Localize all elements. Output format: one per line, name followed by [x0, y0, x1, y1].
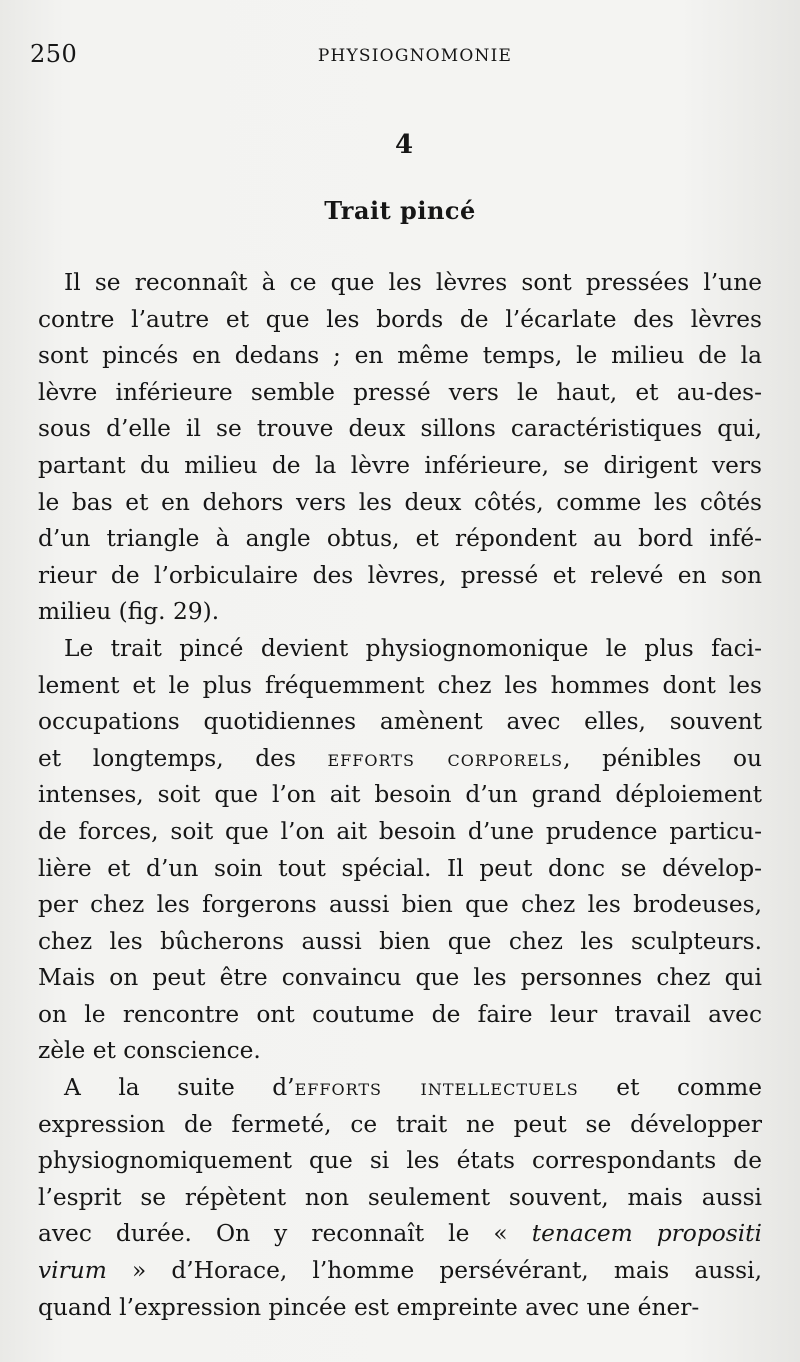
body-text	[38, 265, 762, 1326]
text-line: physiognomiquement que si les états correspondants de	[38, 1147, 762, 1175]
text-line: partant du milieu de la lèvre inférieure, se dirigent vers	[38, 451, 762, 479]
text-line: expression de fermeté, ce trait ne peut se développer	[38, 1110, 762, 1138]
italic-run: virum	[38, 1257, 107, 1285]
text-line: sous d’elle il se trouve deux sillons caractéristiques qui,	[38, 415, 762, 443]
text-line: Mais on peut être convaincu que les personnes chez qui	[38, 964, 762, 992]
text-line: contre l’autre et que les bords de l’écarlate des lèvres	[38, 305, 762, 333]
text-line: milieu (fig. 29).	[38, 598, 220, 626]
paragraph	[38, 265, 762, 631]
text-run: avec durée. On y reconnaît le «	[38, 1220, 532, 1248]
text-run: et longtemps, des	[38, 744, 328, 772]
paragraph	[38, 1070, 762, 1326]
section-title: Trait pincé	[324, 196, 476, 225]
text-run: » d’Horace, l’homme persévérant, mais aussi,	[106, 1257, 762, 1285]
text-line: per chez les forgerons aussi bien que chez les brodeuses,	[38, 891, 762, 919]
text-run: A la suite d’	[64, 1074, 295, 1102]
section-number: 4	[394, 130, 414, 160]
small-caps-run: efforts intellectuels	[294, 1074, 579, 1102]
text-line: zèle et conscience.	[38, 1037, 261, 1065]
text-line	[38, 1070, 762, 1107]
text-line: de forces, soit que l’on ait besoin d’une prudence particu-	[38, 817, 762, 845]
text-run: i	[754, 1220, 762, 1248]
text-run: et comme	[578, 1074, 762, 1102]
text-line	[38, 1216, 762, 1253]
paragraph	[38, 631, 762, 1070]
text-line: occupations quotidiennes amènent avec elles, souvent	[38, 708, 762, 736]
text-line: d’un triangle à angle obtus, et répondent au bord infé-	[38, 525, 762, 553]
text-line: chez les bûcherons aussi bien que chez les sculpteurs.	[38, 927, 762, 955]
text-line: intenses, soit que l’on ait besoin d’un grand déploiement	[38, 781, 762, 809]
page-number: 250	[30, 40, 78, 68]
text-line: on le rencontre ont coutume de faire leur travail avec	[38, 1000, 762, 1028]
text-line: quand l’expression pincée est empreinte avec une éner-	[38, 1293, 700, 1321]
text-run: , pénibles ou	[563, 744, 762, 772]
small-caps-run: efforts corporels	[327, 744, 564, 772]
text-line: lement et le plus fréquemment chez les hommes dont les	[38, 671, 762, 699]
running-head: PHYSIOGNOMONIE	[317, 46, 513, 66]
text-line: Il se reconnaît à ce que les lèvres sont pressées l’une	[64, 269, 762, 296]
italic-run: tenacem proposit	[531, 1220, 755, 1248]
text-line	[38, 741, 762, 778]
text-line: Le trait pincé devient physiognomonique le plus faci-	[64, 634, 762, 662]
text-line: sont pincés en dedans ; en même temps, le milieu de la	[38, 342, 762, 370]
text-line: lèvre inférieure semble pressé vers le haut, et au-des-	[38, 378, 762, 406]
text-line: lière et d’un soin tout spécial. Il peut donc se dévelop-	[38, 854, 762, 882]
text-line: l’esprit se répètent non seulement souvent, mais aussi	[38, 1183, 762, 1211]
text-line	[38, 1253, 762, 1290]
text-line: rieur de l’orbiculaire des lèvres, pressé et relevé en son	[38, 561, 762, 589]
text-line: le bas et en dehors vers les deux côtés, comme les côtés	[38, 488, 762, 516]
